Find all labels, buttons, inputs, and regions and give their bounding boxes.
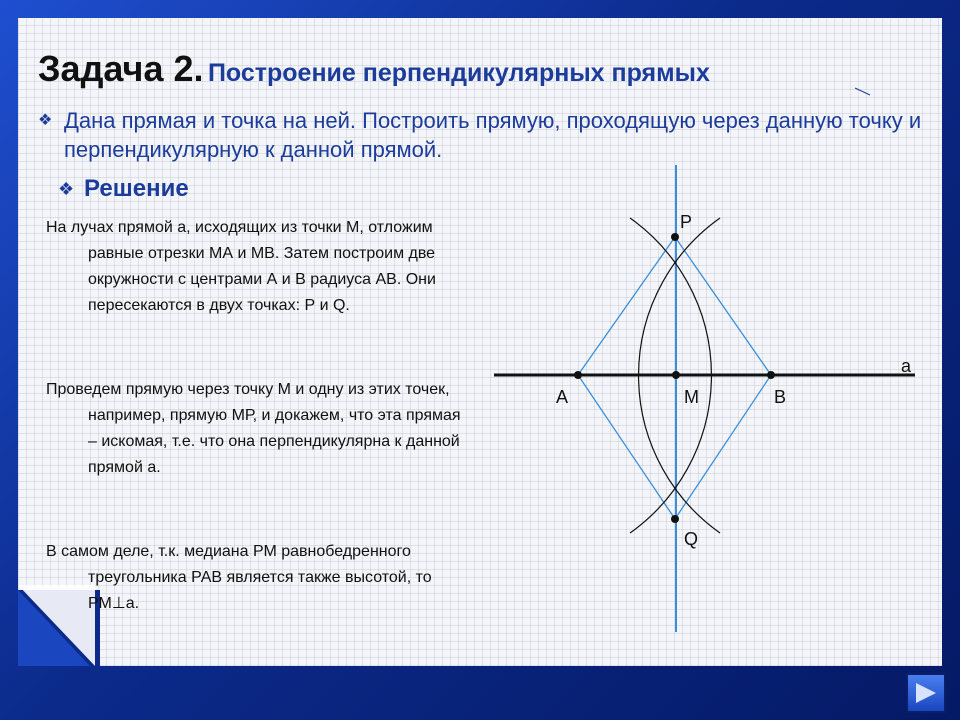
solution-paragraph-1: На лучах прямой а, исходящих из точки М, отложим равные отрезки МА и МВ. Затем построим две окружности с центрами А и В радиуса АВ. Они пересекаются в двух точках: Р и Q. (46, 219, 436, 314)
nav-next-button[interactable] (906, 673, 946, 713)
title-sub: Построение перпендикулярных прямых (207, 59, 710, 87)
label-P: P (680, 212, 693, 232)
label-B: B (774, 387, 787, 407)
label-M: M (684, 387, 699, 407)
label-a: a (901, 356, 912, 376)
solution-paragraph-2: Проведем прямую через точку М и одну из этих точек, например, прямую МР, и докажем, что эта прямая – искомая, т.е. что она перпендикулярна к данной прямой а. (46, 381, 461, 476)
solution-bullet-icon: ❖ (58, 179, 75, 199)
point-B (767, 371, 775, 379)
solution-paragraph-3: В самом деле, т.к. медиана РМ равнобедренного треугольника РАВ является также высотой, то РМ⊥а. (46, 543, 432, 612)
task-text: Дана прямая и точка на ней. Построить прямую, проходящую через данную точку и перпендикулярную к данной прямой. (64, 108, 922, 162)
task-bullet-icon: ❖ (38, 112, 53, 129)
label-Q: Q (684, 529, 699, 549)
solution-heading: Решение (84, 175, 189, 202)
point-A (574, 371, 582, 379)
nav-arrow-icon (908, 675, 944, 711)
label-A: A (556, 387, 569, 407)
title-main: Задача 2. (38, 48, 204, 89)
point-Q (671, 515, 679, 523)
point-M (672, 371, 680, 379)
point-P (671, 233, 679, 241)
